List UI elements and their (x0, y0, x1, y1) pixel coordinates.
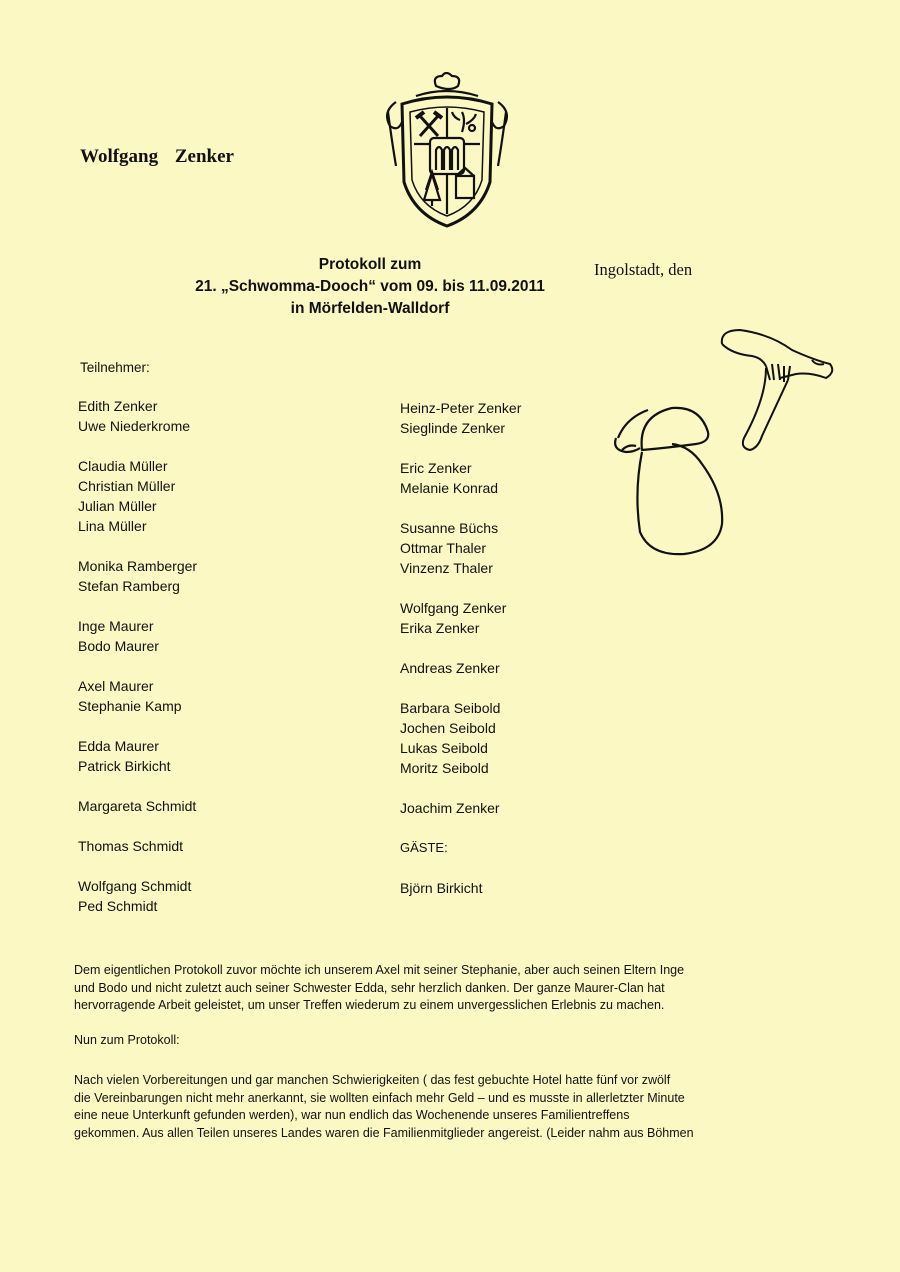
participant-group (400, 598, 521, 638)
thanks-paragraph (74, 962, 774, 1015)
participant-name: Joachim Zenker (400, 800, 500, 816)
paragraph-line: Nach vielen Vorbereitungen und gar manchen Schwierigkeiten ( das fest gebuchte Hotel hatte fünf vor zwölf (74, 1073, 671, 1087)
participant-name: Moritz Seibold (400, 760, 489, 776)
participant-name: Lina Müller (78, 518, 147, 534)
participant-name: Sieglinde Zenker (400, 420, 506, 436)
participant-name: Edda Maurer (78, 738, 159, 754)
participant-group (400, 398, 521, 438)
participant-group (78, 836, 197, 856)
participant-group (78, 796, 197, 816)
paragraph-line: eine neue Unterkunft gefunden werden), war nun endlich das Wochenende unseres Familientreffens (74, 1108, 630, 1122)
guests-heading-group (400, 838, 521, 858)
participant-name: Andreas Zenker (400, 660, 500, 676)
participant-group (78, 676, 197, 716)
participant-group (400, 658, 521, 678)
participant-name: Bodo Maurer (78, 638, 159, 654)
place-date: Ingolstadt, den (594, 260, 693, 279)
protocol-intro: Nun zum Protokoll: (74, 1033, 180, 1047)
participant-name: Uwe Niederkrome (78, 418, 191, 434)
participant-name: Barbara Seibold (400, 700, 501, 716)
paragraph-line: hervorragende Arbeit geleistet, um unser Treffen wiederum zu einem unvergesslichen Erlebnis zu machen. (74, 998, 665, 1012)
participant-name: Inge Maurer (78, 618, 154, 634)
guests-heading: GÄSTE: (400, 840, 448, 855)
title-line-3: in Mörfelden-Walldorf (290, 300, 450, 317)
author-name: Wolfgang Zenker (80, 146, 234, 167)
participant-name: Jochen Seibold (400, 720, 496, 736)
participant-group (78, 876, 197, 916)
participant-name: Melanie Konrad (400, 480, 499, 496)
participant-name: Björn Birkicht (400, 880, 483, 896)
participant-name: Eric Zenker (400, 460, 472, 476)
participants-right-column (400, 398, 521, 918)
participant-group (78, 736, 197, 776)
participant-name: Thomas Schmidt (78, 838, 184, 854)
paragraph-line: Dem eigentlichen Protokoll zuvor möchte ich unserem Axel mit seiner Stephanie, aber auch seinen Eltern Inge (74, 963, 685, 977)
paragraph-line: gekommen. Aus allen Teilen unseres Landes waren die Familienmitglieder angereist. (Leider nahm aus Böhmen (74, 1125, 694, 1140)
document-title (160, 254, 580, 320)
participant-group (78, 556, 197, 596)
participant-name: Wolfgang Schmidt (78, 878, 192, 894)
participant-name: Christian Müller (78, 478, 176, 494)
participant-group (78, 456, 197, 536)
participants-label: Teilnehmer: (80, 360, 150, 375)
paragraph-line: und Bodo und nicht zuletzt auch seiner Schwester Edda, sehr herzlich danken. Der ganze Maurer-Clan hat (74, 980, 665, 995)
participant-name: Claudia Müller (78, 458, 168, 474)
participant-group (400, 698, 521, 778)
coat-of-arms-icon (376, 72, 518, 234)
title-line-1: Protokoll zum (318, 256, 422, 273)
participant-name: Patrick Birkicht (78, 758, 171, 774)
participant-group (400, 458, 521, 498)
participant-name: Julian Müller (78, 498, 157, 514)
participant-name: Susanne Büchs (400, 520, 499, 536)
participant-group (400, 878, 521, 898)
participant-group (78, 616, 197, 656)
participant-group (78, 396, 197, 436)
participants-left-column (78, 396, 197, 936)
participant-group (400, 518, 521, 578)
paragraph-line: die Vereinbarungen nicht mehr anerkannt, sie wollten einfach mehr Geld – und es musste in allerletzter Minute (74, 1090, 685, 1105)
participant-name: Lukas Seibold (400, 740, 488, 756)
participant-name: Edith Zenker (78, 398, 158, 414)
chanterelle-mushroom-icon (716, 326, 834, 452)
participant-name: Ped Schmidt (78, 898, 158, 914)
participant-name: Vinzenz Thaler (400, 560, 493, 576)
title-line-2: 21. „Schwomma-Dooch“ vom 09. bis 11.09.2011 (195, 278, 545, 295)
participant-name: Margareta Schmidt (78, 798, 197, 814)
participant-name: Heinz-Peter Zenker (400, 400, 522, 416)
participant-name: Axel Maurer (78, 678, 154, 694)
participant-name: Ottmar Thaler (400, 540, 487, 556)
participant-group (400, 798, 521, 818)
participant-name: Monika Ramberger (78, 558, 198, 574)
protocol-paragraph (74, 1072, 774, 1142)
participant-name: Stephanie Kamp (78, 698, 182, 714)
participant-name: Erika Zenker (400, 620, 480, 636)
participant-name: Stefan Ramberg (78, 578, 180, 594)
participant-name: Wolfgang Zenker (400, 600, 507, 616)
